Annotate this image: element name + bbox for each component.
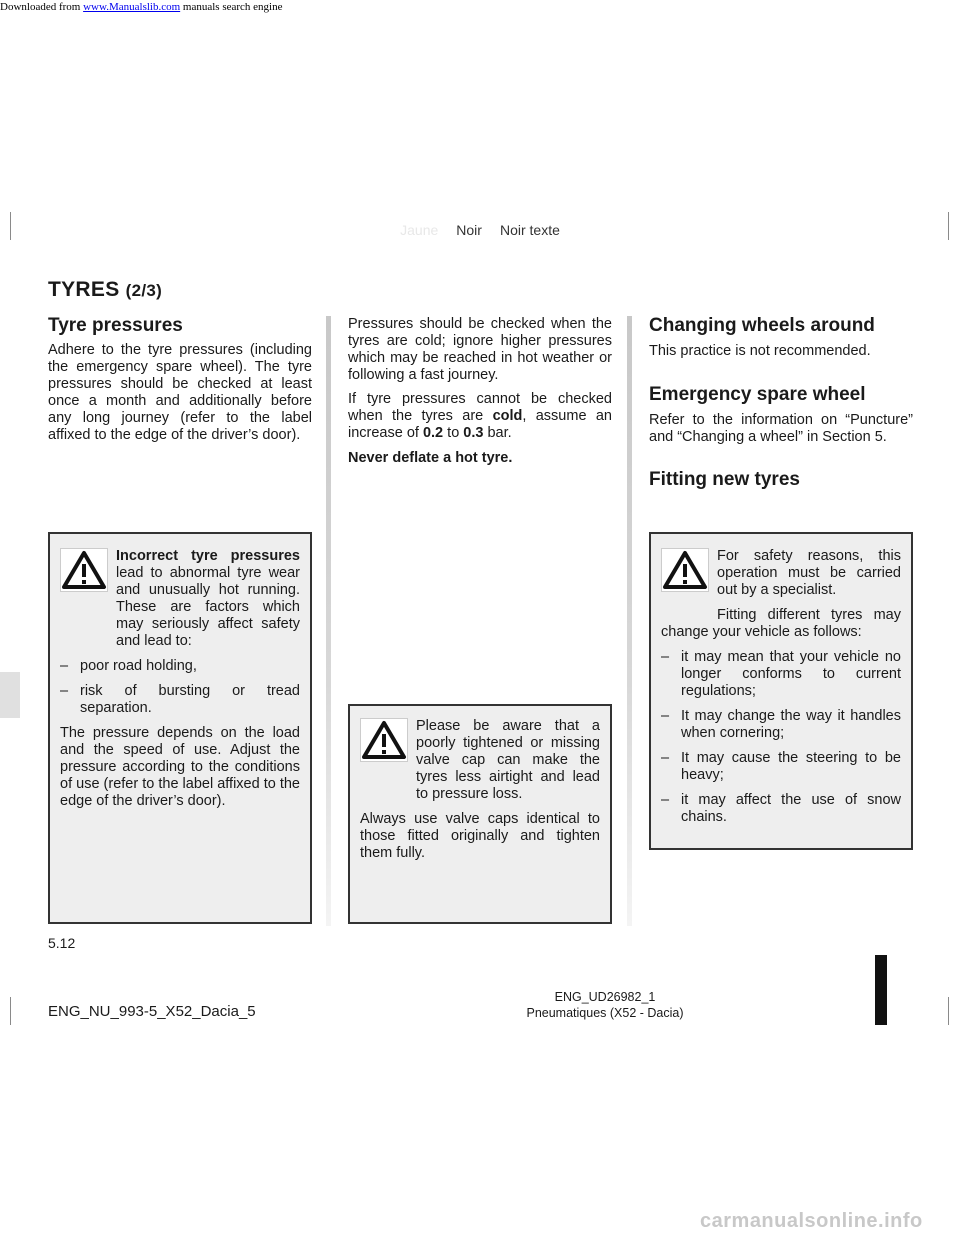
warning-pressures-text bbox=[60, 548, 300, 818]
list-item: – It may change the way it handles when cornering; bbox=[661, 708, 901, 741]
color-label-noir-texte: Noir texte bbox=[499, 222, 560, 238]
page-title bbox=[48, 278, 162, 302]
column-separator-2 bbox=[627, 316, 632, 926]
registration-bar bbox=[875, 955, 887, 1025]
list-item: – it may affect the use of snow chains. bbox=[661, 792, 901, 825]
list-item: – it may mean that your vehicle no longer conforms to current regulations; bbox=[661, 649, 901, 699]
list-item: – risk of bursting or tread separation. bbox=[60, 683, 300, 716]
emergency-spare-paragraph: Refer to the information on “Puncture” and “Changing a wheel” in Section 5. bbox=[649, 412, 913, 445]
banner-suffix: manuals search engine bbox=[180, 1, 283, 13]
never-deflate-text: Never deflate a hot tyre. bbox=[348, 450, 513, 466]
page-number: 5.12 bbox=[48, 935, 76, 951]
ud-code: ENG_UD26982_1 bbox=[554, 990, 656, 1004]
warning-new-tyres-text bbox=[661, 548, 901, 834]
crop-mark-bottom-right bbox=[948, 997, 949, 1025]
section-name: Pneumatiques (X52 - Dacia) bbox=[526, 1006, 684, 1020]
warning-pressures-para: The pressure depends on the load and the speed of use. Adjust the pressure according to the conditions of use (refer to the label affixed to the edge of the driver’s door). bbox=[60, 725, 300, 809]
tyre-pressures-paragraph: Adhere to the tyre pressures (including the emergency spare wheel). The tyre pressures should be checked at least once a month and additionally before any long journey (refer to the label affixed to the edge of the driver’s door). bbox=[48, 342, 312, 443]
changing-wheels-paragraph: This practice is not recommended. bbox=[649, 343, 871, 359]
list-item: – poor road holding, bbox=[60, 658, 197, 674]
heading-emergency-spare: Emergency spare wheel bbox=[649, 384, 866, 405]
cold-increase-paragraph: If tyre pressures cannot be checked when the tyres are cold, assume an increase of 0.2 to 0.3 bar. bbox=[348, 391, 612, 441]
warning-pressures-lead bbox=[60, 548, 300, 650]
heading-tyre-pressures: Tyre pressures bbox=[48, 315, 183, 336]
banner-prefix: Downloaded from bbox=[0, 1, 84, 13]
warning-new-tyres-para2: Fitting different tyres may change your vehicle as follows: bbox=[661, 607, 901, 640]
column-separator-1 bbox=[326, 316, 331, 926]
warning-box-valve-cap bbox=[348, 704, 612, 924]
warning-valve-para2: Always use valve caps identical to those fitted originally and tighten them fully. bbox=[360, 811, 600, 861]
doc-code: ENG_NU_993-5_X52_Dacia_5 bbox=[48, 1003, 256, 1020]
warning-box-new-tyres bbox=[649, 532, 913, 850]
warning-box-pressures bbox=[48, 532, 312, 924]
warning-new-tyres-para1: For safety reasons, this operation must be carried out by a specialist. bbox=[717, 548, 901, 598]
warning-valve-para1: Please be aware that a poorly tightened or missing valve cap can make the tyres less airtight and lead to pressure loss. bbox=[416, 718, 600, 802]
manualslib-link[interactable]: www.Manualslib.com bbox=[83, 1, 181, 13]
warning-pressures-lead-bold: Incorrect tyre pressures bbox=[116, 548, 300, 564]
warning-valve-text bbox=[360, 718, 600, 870]
check-cold-paragraph: Pressures should be checked when the tyres are cold; ignore higher pressures which may be reached in hot weather or following a fast journey. bbox=[348, 316, 612, 383]
download-banner bbox=[0, 0, 960, 14]
crop-mark-bottom-left bbox=[10, 997, 11, 1025]
heading-fitting-new-tyres: Fitting new tyres bbox=[649, 469, 800, 490]
list-item: – It may cause the steering to be heavy; bbox=[661, 750, 901, 783]
watermark: carmanualsonline.info bbox=[700, 1210, 923, 1232]
heading-changing-wheels: Changing wheels around bbox=[649, 315, 875, 336]
warning-pressures-lead-rest: lead to abnormal tyre wear and unusually hot running. These are factors which may seriously affect safety and lead to: bbox=[116, 565, 300, 649]
color-label-jaune: Jaune bbox=[400, 222, 439, 238]
color-label-noir: Noir bbox=[456, 222, 482, 238]
page-title-part: (2/3) bbox=[125, 281, 163, 300]
color-registration-bar bbox=[0, 220, 960, 240]
page-title-main: TYRES bbox=[48, 278, 120, 301]
section-tab bbox=[0, 672, 20, 718]
